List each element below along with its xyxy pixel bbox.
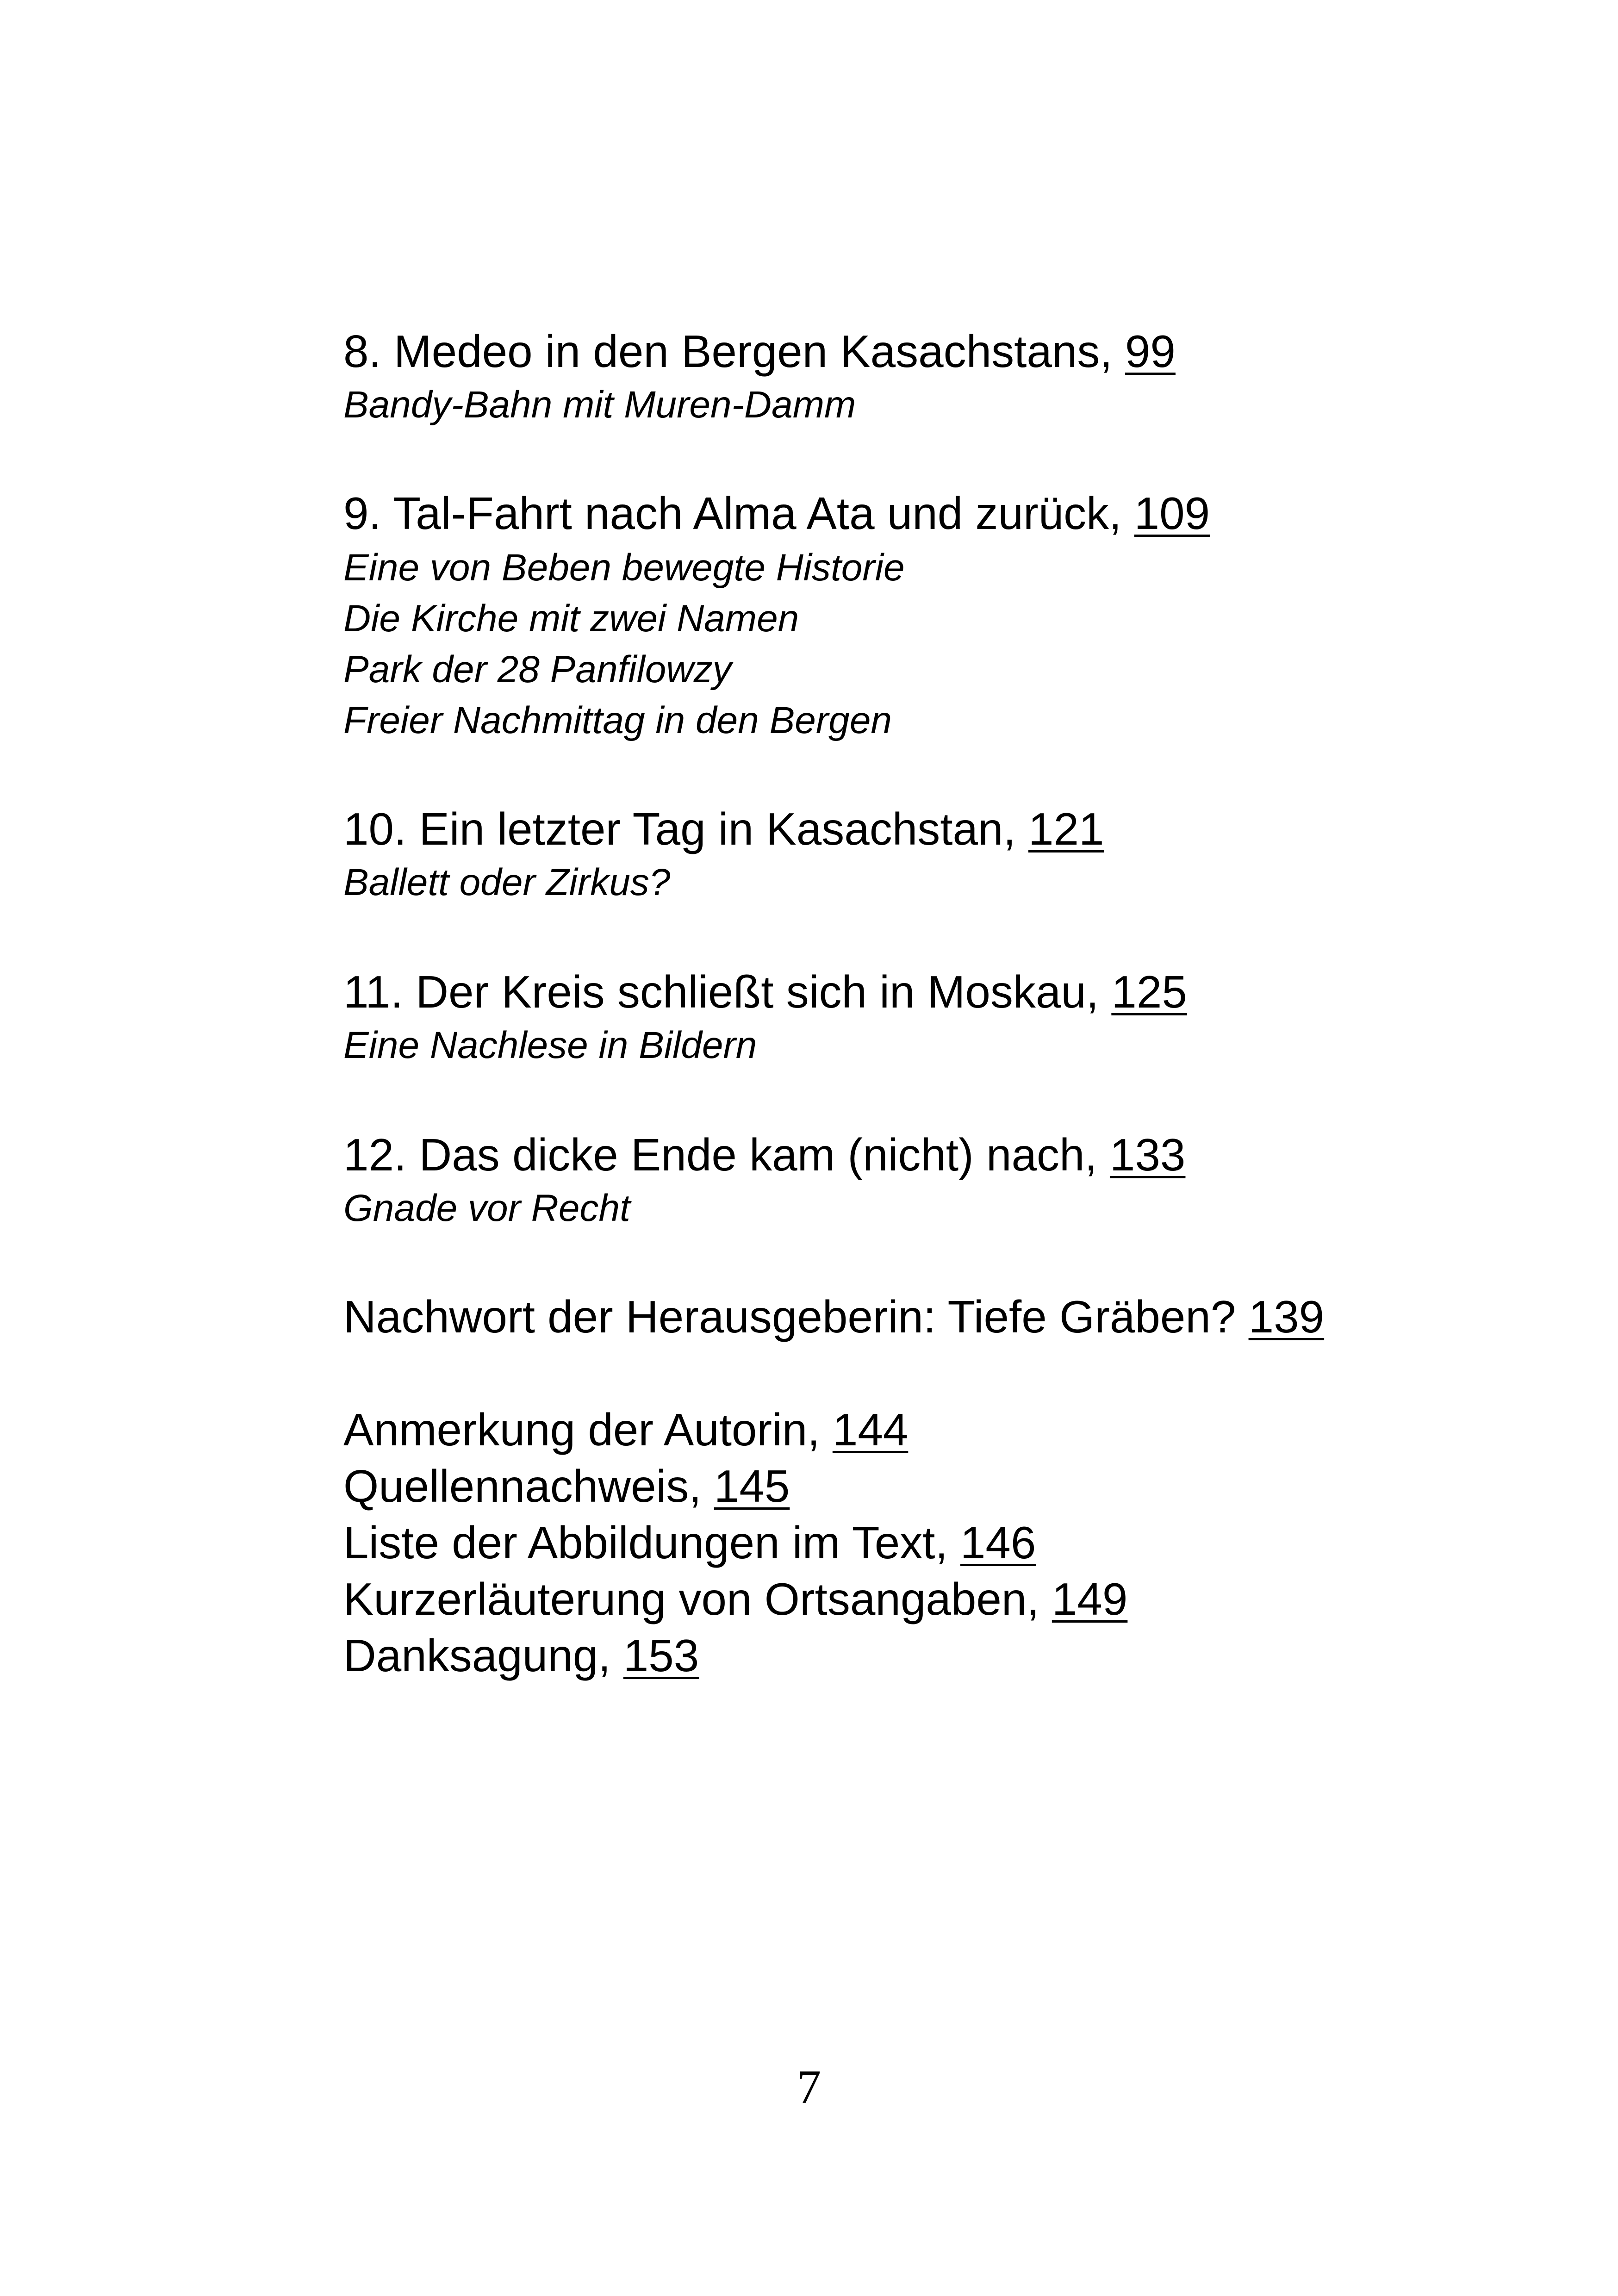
- toc-entry-title: [343, 1289, 1324, 1344]
- toc-entry-text: Kurzerläuterung von Ortsangaben,: [343, 1574, 1039, 1624]
- toc-entry-title: [343, 964, 1187, 1019]
- toc-page-link[interactable]: 121: [1028, 803, 1104, 854]
- toc-subentry: Die Kirche mit zwei Namen: [343, 597, 799, 640]
- toc-entry-text: 12. Das dicke Ende kam (nicht) nach,: [343, 1129, 1097, 1180]
- toc-subentry: Bandy-Bahn mit Muren-Damm: [343, 384, 856, 426]
- toc-subentry: Eine Nachlese in Bildern: [343, 1024, 757, 1066]
- toc-entry-text: Liste der Abbildungen im Text,: [343, 1517, 948, 1568]
- toc-entry-text: Nachwort der Herausgeberin: Tiefe Gräben?: [343, 1291, 1236, 1342]
- toc-entry-text: Anmerkung der Autorin,: [343, 1404, 820, 1455]
- toc-entry-text: Danksagung,: [343, 1630, 611, 1681]
- toc-entry-title: [343, 1572, 1127, 1626]
- toc-page-link[interactable]: 109: [1134, 488, 1210, 539]
- toc-entry-text: 10. Ein letzter Tag in Kasachstan,: [343, 803, 1016, 854]
- toc-entry-text: 11. Der Kreis schließt sich in Moskau,: [343, 966, 1099, 1017]
- toc-page-link[interactable]: 145: [714, 1461, 790, 1512]
- toc-subentry: Eine von Beben bewegte Historie: [343, 547, 905, 589]
- toc-entry-title: [343, 486, 1210, 541]
- toc-entry-title: [343, 802, 1104, 856]
- toc-page-link[interactable]: 146: [960, 1517, 1036, 1568]
- toc-page-link[interactable]: 144: [832, 1404, 909, 1455]
- toc-entry-title: [343, 1459, 790, 1513]
- toc-entry-text: 9. Tal-Fahrt nach Alma Ata und zurück,: [343, 488, 1122, 539]
- toc-entry-title: [343, 324, 1176, 379]
- page-number: 7: [797, 2060, 821, 2114]
- toc-page-link[interactable]: 133: [1109, 1129, 1186, 1180]
- toc-entry-title: [343, 1628, 699, 1683]
- toc-subentry: Ballett oder Zirkus?: [343, 861, 671, 903]
- toc-page-link[interactable]: 153: [623, 1630, 699, 1681]
- toc-subentry: Freier Nachmittag in den Bergen: [343, 699, 892, 741]
- toc-entry-text: Quellennachweis,: [343, 1461, 702, 1512]
- toc-page-link[interactable]: 139: [1248, 1291, 1325, 1342]
- toc-entry-text: 8. Medeo in den Bergen Kasachstans,: [343, 326, 1113, 377]
- toc-page-link[interactable]: 125: [1111, 966, 1187, 1017]
- toc-entry-title: [343, 1515, 1036, 1570]
- toc-subentry: Park der 28 Panfilowzy: [343, 648, 732, 691]
- toc-entry-title: [343, 1127, 1185, 1182]
- toc-entry-title: [343, 1402, 908, 1457]
- toc-page-link[interactable]: 99: [1125, 326, 1176, 377]
- toc-page-link[interactable]: 149: [1052, 1574, 1128, 1624]
- toc-subentry: Gnade vor Recht: [343, 1187, 630, 1229]
